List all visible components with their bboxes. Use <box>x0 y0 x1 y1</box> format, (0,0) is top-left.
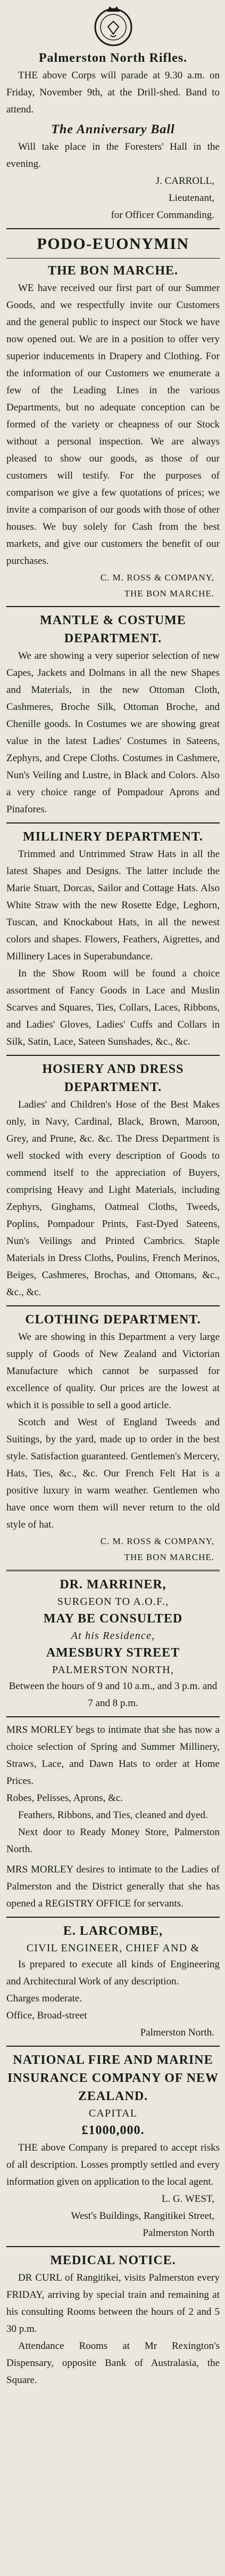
millinery-heading: MILLINERY DEPARTMENT. <box>23 830 203 844</box>
insurance-body: THE above Company is prepared to accept risks of all description. Losses promptly settled and every information given on application to the local agent. <box>6 2142 220 2187</box>
marriner-line-4: PALMERSTON NORTH, <box>52 1664 174 1676</box>
marriner-notice <box>6 1576 220 1712</box>
morley-body-1: MRS MORLEY begs to intimate that she has now a choice selection of Spring and Summer Millinery, Straws, Lace, and Dawn Hats to order at Home Prices. <box>6 1724 220 1787</box>
marriner-line-3: AMESBURY STREET <box>46 1646 180 1660</box>
mantle-heading: MANTLE & COSTUME DEPARTMENT. <box>40 613 186 645</box>
marriner-line-2: At his Residence, <box>71 1630 155 1642</box>
morley-advert <box>6 1722 220 1912</box>
divider <box>6 1716 220 1717</box>
insurance-heading: NATIONAL FIRE AND MARINE INSURANCE COMPANY OF NEW ZEALAND. <box>7 2053 219 2103</box>
podo-heading: PODO-EUONYMIN <box>37 235 189 253</box>
divider <box>6 2046 220 2047</box>
medical-body-2: Attendance Rooms at Mr Rexington's Dispensary, opposite Bank of Australasia, the Square. <box>6 2340 220 2386</box>
marriner-heading: DR. MARRINER, <box>60 1578 166 1592</box>
insurance-capital-label: CAPITAL <box>88 2107 138 2119</box>
bon-marche-sign-store: THE BON MARCHE. <box>124 588 214 599</box>
marriner-subtitle: SURGEON TO A.O.F., <box>57 1596 169 1608</box>
millinery-body: Trimmed and Untrimmed Straw Hats in all the latest Shapes and Designs. The latter include the Marie Stuart, Dorcas, Sailor and Cottage Hats. Also White Straw with the new Rosette Edge, Leghorn, Tuscan, and Knockabout Hats, in all the newest colors and shapes. Flowers, Feathers, Aigrettes, and Millinery Laces in Superabundance. <box>6 849 220 962</box>
bon-marche-advert <box>6 233 220 602</box>
bon-marche-heading: THE BON MARCHE. <box>47 264 178 278</box>
divider <box>6 1055 220 1056</box>
insurance-agent-town: Palmerston North <box>143 2227 214 2239</box>
medical-notice <box>6 2251 220 2389</box>
rifles-heading: Palmerston North Rifles. <box>38 51 188 65</box>
divider <box>6 228 220 229</box>
morley-body-2: Robes, Pelisses, Aprons, &c. <box>6 1792 123 1804</box>
divider <box>6 822 220 823</box>
clothing-heading: CLOTHING DEPARTMENT. <box>25 1313 201 1327</box>
bon-marche-intro: WE have received our first part of our Summer Goods, and we respectfully invite our Customers and the general public to inspect our Stock we have now opened out. We are in a position to offer very superior inducements in Drapery and Clothing. For the information of our Customers we enumerate a few of the Leading Lines in the various Departments, but no adequate conception can be formed of the variety or cheapness of our Stock without a personal inspection. We are always pleased to show our goods, as those of our customers will testify. For the purposes of comparison we give a few quotations of prices; we invite a comparison of our goods with those of other houses. We buy solely for Cash from the best markets, and give our customers the benefit of our purchases. <box>6 282 220 567</box>
larcombe-body: Is prepared to execute all kinds of Engineering and Architectural Work of any description. <box>6 1959 220 1987</box>
larcombe-body-2: Charges moderate. <box>6 1993 82 2004</box>
insurance-capital-value: £1000,000. <box>81 2123 145 2137</box>
insurance-agent: L. G. WEST, <box>161 2193 214 2204</box>
rifles-sign-name: J. CARROLL, <box>155 175 214 187</box>
mantle-section <box>6 611 220 818</box>
larcombe-heading: E. LARCOMBE, <box>63 1924 163 1938</box>
hosiery-body: Ladies' and Children's Hose of the Best Makes only, in Navy, Cardinal, Black, Brown, Maroon, Grey, and Prune, &c. &c. The Dress Department is well stocked with every description of Goods to commend itself to the appreciation of Buyers, comprising Heavy and Light Materials, including Zephyrs, Ginghams, Oatmeal Cloths, Tweeds, Poplins, Pompadour Prints, Fast-Dyed Sateens, Nun's Veilings and Printed Cambrics. Staple Materials in Dress Cloths, Poulins, French Merinos, Beiges, Cashmeres, Brochas, and Ottomans, &c., &c., &c. <box>6 1099 220 1298</box>
morley-body-5: MRS MORLEY desires to intimate to the Ladies of Palmerston and the District generally that she has opened a REGISTRY OFFICE for servants. <box>6 1864 220 1909</box>
regimental-crest-icon <box>90 3 136 49</box>
hosiery-heading: HOSIERY AND DRESS DEPARTMENT. <box>42 1062 184 1094</box>
clothing-body-2: Scotch and West of England Tweeds and Suitings, by the yard, made up to order in the best style. Satisfaction guaranteed. Gentlemen's Mercery, Hats, Ties, &c., &c. Our French Felt Hat is a positive luxury in warm weather. Gentlemen who have once worn them will never return to the old style of hat. <box>6 1417 220 1530</box>
divider <box>6 606 220 607</box>
morley-body-3: Feathers, Ribbons, and Ties, cleaned and dyed. <box>18 1810 208 1821</box>
marriner-hours: Between the hours of 9 and 10 a.m., and 3 p.m. and 7 and 8 p.m. <box>9 1681 218 1709</box>
divider <box>6 1917 220 1918</box>
divider <box>6 258 220 259</box>
larcombe-subtitle: CIVIL ENGINEER, CHIEF AND & <box>26 1942 200 1954</box>
marriner-line-1: MAY BE CONSULTED <box>43 1612 183 1626</box>
hosiery-section <box>6 1060 220 1301</box>
medical-body: DR CURL of Rangitikei, visits Palmerston every FRIDAY, arriving by special train and remaining at his consulting Rooms between the hours of 2 and 5 30 p.m. <box>6 2272 220 2335</box>
medical-heading: MEDICAL NOTICE. <box>50 2254 176 2267</box>
insurance-advert <box>6 2051 220 2242</box>
ball-heading: The Anniversary Ball <box>51 123 175 136</box>
rifles-sign-role: for Officer Commanding. <box>111 209 214 221</box>
rifles-order: THE above Corps will parade at 9.30 a.m. on Friday, November 9th, at the Drill-shed. Band to attend. <box>6 70 220 115</box>
larcombe-advert <box>6 1922 220 2041</box>
clothing-body: We are showing in this Department a very large supply of Goods of New Zealand and Victorian Manufacture which cannot be surpassed for excellence of quality. Our prices are the lowest at which it is possible to sell a good article. <box>6 1331 220 1411</box>
insurance-agent-address: West's Buildings, Rangitikei Street, <box>71 2210 214 2222</box>
rifles-notice <box>6 3 220 224</box>
millinery-section <box>6 828 220 1051</box>
morley-body-4: Next door to Ready Money Store, Palmerston North. <box>6 1827 220 1855</box>
clothing-sign-store: THE BON MARCHE. <box>124 1552 214 1562</box>
millinery-body-2: In the Show Room will be found a choice assortment of Fancy Goods in Lace and Muslin Scarves and Squares, Ties, Collars, Laces, Ribbons, and Ladies' Gloves, Ladies' Cuffs and Collars in Silk, Satin, Lace, Sateen Sunshades, &c., &c. <box>6 968 220 1047</box>
clothing-sign-firm: C. M. ROSS & COMPANY, <box>100 1536 214 1546</box>
clothing-section <box>6 1311 220 1565</box>
ball-text: Will take place in the Foresters' Hall in the evening. <box>6 141 220 169</box>
rifles-sign-rank: Lieutenant, <box>169 192 214 204</box>
larcombe-body-3: Office, Broad-street <box>6 2010 87 2021</box>
larcombe-body-4: Palmerston North. <box>140 2027 214 2038</box>
divider <box>6 1570 220 1571</box>
bon-marche-sign-firm: C. M. ROSS & COMPANY, <box>100 572 214 583</box>
mantle-body: We are showing a very superior selection of new Capes, Jackets and Dolmans in all the new Shapes and Materials, in the new Ottoman Cloth, Cashmeres, Broche Silk, Ottoman Broche, and Chenille goods. In Costumes we are showing great value in the latest Ladies' Costumes in Sateens, Zephyrs, and Crepe Cloths. Costumes in Cashmere, Nun's Veiling and Lustre, in Black and Colors. Also a very choice range of Pompadour Aprons and Pinafores. <box>6 650 220 815</box>
divider <box>6 1305 220 1306</box>
divider <box>6 2246 220 2247</box>
